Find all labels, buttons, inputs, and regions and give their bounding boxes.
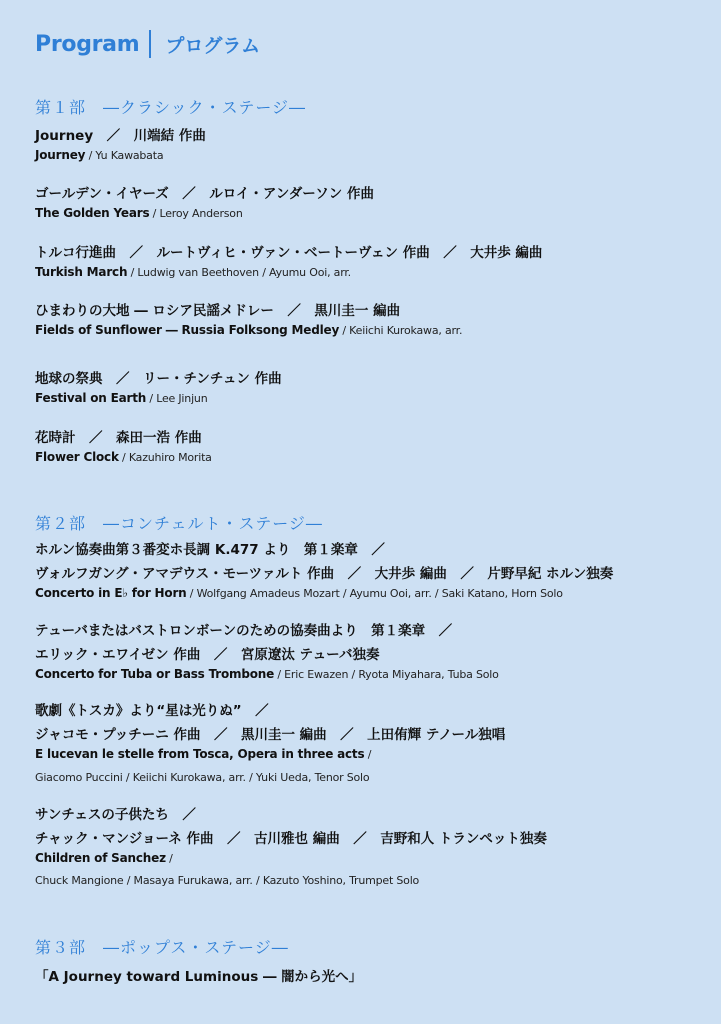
piece-10-ja-credits: チャック・マンジョーネ 作曲 ／ 古川雅也 編曲 ／ 吉野和人 トランペット独奏 xyxy=(35,831,547,847)
piece-10-en-title: Children of Sanchez xyxy=(35,851,166,865)
piece-6-en-title: Flower Clock xyxy=(35,450,119,464)
piece-10-en-credits: Chuck Mangione / Masaya Furukawa, arr. / Kazuto Yoshino, Trumpet Solo xyxy=(35,874,420,887)
piece-3-en xyxy=(35,265,351,279)
piece-9-en-credits: Giacomo Puccini / Keiichi Kurokawa, arr. / Yuki Ueda, Tenor Solo xyxy=(35,771,370,784)
piece-8-en xyxy=(35,667,499,681)
piece-11-ja: 「A Journey toward Luminous ― 闇から光へ」 xyxy=(35,969,363,985)
piece-5-en-title: Festival on Earth xyxy=(35,391,147,405)
piece-6-en xyxy=(35,450,212,464)
piece-7-en-credits: / Wolfgang Amadeus Mozart / Ayumu Ooi, arr. / Saki Katano, Horn Solo xyxy=(186,587,563,600)
piece-3-ja: トルコ行進曲 ／ ルートヴィヒ・ヴァン・ベートーヴェン 作曲 ／ 大井歩 編曲 xyxy=(35,245,543,261)
piece-1-ja: Journey ／ 川端結 作曲 xyxy=(35,128,206,144)
piece-7-ja: ホルン協奏曲第３番変ホ長調 K.477 より 第１楽章 ／ xyxy=(35,542,385,558)
piece-1-en xyxy=(35,148,163,162)
piece-10-en-sep: / xyxy=(165,852,173,865)
piece-2-ja: ゴールデン・イヤーズ ／ ルロイ・アンダーソン 作曲 xyxy=(35,186,374,202)
section-1-title: 第１部 ―クラシック・ステージ― xyxy=(35,98,307,117)
piece-2-en-title: The Golden Years xyxy=(35,206,150,220)
piece-1-en-title: Journey xyxy=(35,148,86,162)
piece-9-en-title: E lucevan le stelle from Tosca, Opera in three acts xyxy=(35,747,365,761)
program-title-ja: プログラム xyxy=(165,34,261,57)
piece-4-en-credits: / Keiichi Kurokawa, arr. xyxy=(339,324,463,337)
piece-9-en-sep: / xyxy=(364,748,372,761)
piece-10-en xyxy=(35,851,173,865)
section-2-title: 第２部 ―コンチェルト・ステージ― xyxy=(35,514,323,533)
piece-3-en-credits: / Ludwig van Beethoven / Ayumu Ooi, arr. xyxy=(127,266,351,279)
piece-4-en-title: Fields of Sunflower ― Russia Folksong Medley xyxy=(35,323,340,337)
piece-9-ja-credits: ジャコモ・プッチーニ 作曲 ／ 黒川圭一 編曲 ／ 上田侑輝 テノール独唱 xyxy=(35,727,506,743)
piece-7-en xyxy=(35,586,563,600)
program-title-en: Program xyxy=(35,31,140,57)
piece-2-en xyxy=(35,206,243,220)
piece-7-en-title: Concerto in E♭ for Horn xyxy=(35,586,187,600)
title-divider xyxy=(149,30,151,58)
piece-6-ja: 花時計 ／ 森田一浩 作曲 xyxy=(35,430,202,446)
piece-5-ja: 地球の祭典 ／ リー・チンチュン 作曲 xyxy=(35,371,282,387)
piece-7-ja-credits: ヴォルフガング・アマデウス・モーツァルト 作曲 ／ 大井歩 編曲 ／ 片野早紀 ホルン独奏 xyxy=(35,566,614,582)
piece-8-en-title: Concerto for Tuba or Bass Trombone xyxy=(35,667,275,681)
piece-9-en xyxy=(35,747,371,761)
piece-2-en-credits: / Leroy Anderson xyxy=(149,207,243,220)
piece-4-en xyxy=(35,323,462,337)
piece-5-en xyxy=(35,391,207,405)
piece-6-en-credits: / Kazuhiro Morita xyxy=(118,451,212,464)
piece-1-en-credits: / Yu Kawabata xyxy=(85,149,164,162)
page-header xyxy=(35,30,260,58)
piece-4-ja: ひまわりの大地 ― ロシア民謡メドレー ／ 黒川圭一 編曲 xyxy=(35,303,401,319)
piece-8-ja: テューバまたはバストロンボーンのための協奏曲より 第１楽章 ／ xyxy=(35,623,453,639)
piece-5-en-credits: / Lee Jinjun xyxy=(146,392,208,405)
piece-3-en-title: Turkish March xyxy=(35,265,128,279)
section-3-title: 第３部 ―ポップス・ステージ― xyxy=(35,938,289,957)
piece-10-ja: サンチェスの子供たち ／ xyxy=(35,807,196,823)
piece-8-en-credits: / Eric Ewazen / Ryota Miyahara, Tuba Solo xyxy=(274,668,499,681)
piece-9-ja: 歌劇《トスカ》より“星は光りぬ” ／ xyxy=(35,703,269,719)
piece-8-ja-credits: エリック・エワイゼン 作曲 ／ 宮原遼汰 テューバ独奏 xyxy=(35,647,380,663)
